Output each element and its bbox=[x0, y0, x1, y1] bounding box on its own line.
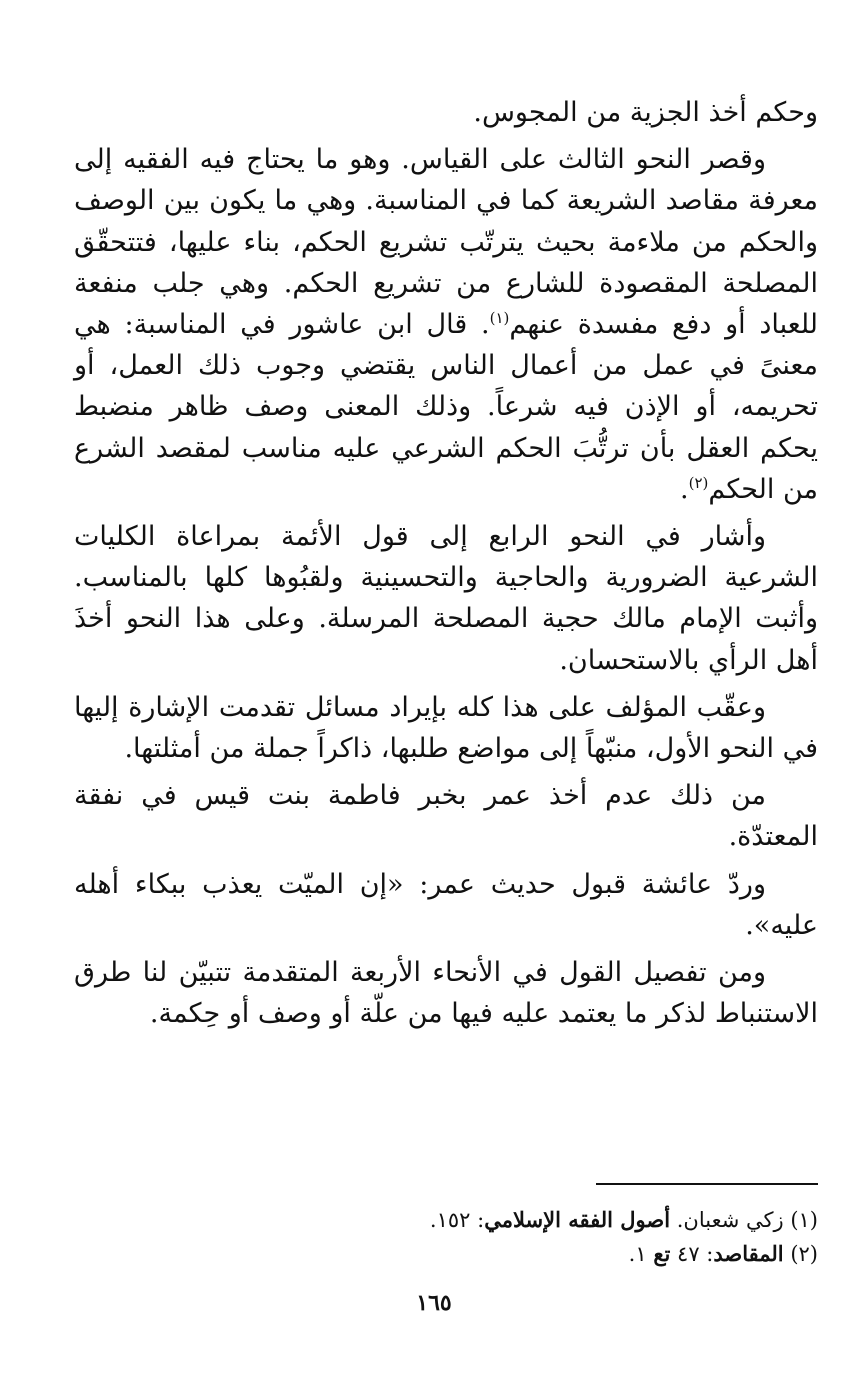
paragraph-6: وردّ عائشة قبول حديث عمر: «إن الميّت يعذب ببكاء أهله عليه». bbox=[74, 868, 818, 941]
footnote-ref-1: (١) bbox=[489, 309, 510, 328]
paragraph-3: وأشار في النحو الرابع إلى قول الأئمة بمراعاة الكليات الشرعية الضرورية والحاجية والتحسينية ولقبُوها كلها بالمناسب. وأثبت الإمام مالك حجية المصلحة المرسلة. وعلى هذا النحو أخذَ أهل الرأي بالاستحسان. bbox=[74, 521, 818, 676]
footnote-2 bbox=[74, 1237, 818, 1271]
footnote-1-author: زكي شعبان. bbox=[676, 1208, 784, 1232]
footnote-separator bbox=[596, 1183, 818, 1185]
paragraph-4: وعقّب المؤلف على هذا كله بإيراد مسائل تقدمت الإشارة إليها في النحو الأول، منبّهاً إلى مواضع طلبها، ذاكراً جملة من أمثلتها. bbox=[74, 691, 818, 765]
footnote-2-page: : ٤٧ bbox=[677, 1242, 714, 1266]
paragraph-2 bbox=[74, 139, 818, 510]
footnote-2-title: المقاصد bbox=[713, 1241, 784, 1266]
footnote-2-abbrev: تع bbox=[653, 1241, 671, 1266]
footnote-1-title: أصول الفقه الإسلامي bbox=[484, 1207, 671, 1232]
paragraph-2-end: . bbox=[679, 473, 689, 505]
footnote-2-volume: ١. bbox=[628, 1242, 647, 1266]
paragraph-2-text: وقصر النحو الثالث على القياس. وهو ما يحتاج فيه الفقيه إلى معرفة مقاصد الشريعة كما في المناسبة. وهي ما يكون بين الوصف والحكم من ملاءمة بحيث يترتّب تشريع الحكم، بناء عليها، فتتحقّق المصلحة المقصودة للشارع من تشريع الحكم. وهي جلب منفعة للعباد أو دفع مفسدة عنهم bbox=[74, 144, 818, 341]
footnote-ref-2: (٢) bbox=[688, 473, 709, 492]
footnotes bbox=[74, 1203, 818, 1271]
page-number: ١٦٥ bbox=[416, 1290, 452, 1316]
main-text bbox=[74, 92, 818, 1040]
footnote-1-page: : ١٥٢. bbox=[429, 1208, 485, 1232]
paragraph-7: ومن تفصيل القول في الأنحاء الأربعة المتقدمة تتبيّن لنا طرق الاستنباط لذكر ما يعتمد عليه فيها من علّة أو وصف أو حِكمة. bbox=[74, 957, 818, 1030]
footnote-1-number: (١) bbox=[790, 1208, 818, 1232]
paragraph-2-text-after: . قال ابن عاشور في المناسبة: هي معنىً في عمل من أعمال الناس يقتضي وجوب ذلك العمل، أو تحريمه، أو الإذن فيه شرعاً. وذلك المعنى وصف ظاهر منضبط يحكم العقل بأن ترتُّبَ الحكم الشرعي عليه مناسب لمقصد الشرع من الحكم bbox=[74, 309, 818, 505]
paragraph-1: وحكم أخذ الجزية من المجوس. bbox=[473, 97, 818, 128]
footnote-2-number: (٢) bbox=[790, 1242, 818, 1266]
paragraph-5: من ذلك عدم أخذ عمر بخبر فاطمة بنت قيس في نفقة المعتدّة. bbox=[74, 780, 818, 853]
footnote-1 bbox=[74, 1203, 818, 1237]
